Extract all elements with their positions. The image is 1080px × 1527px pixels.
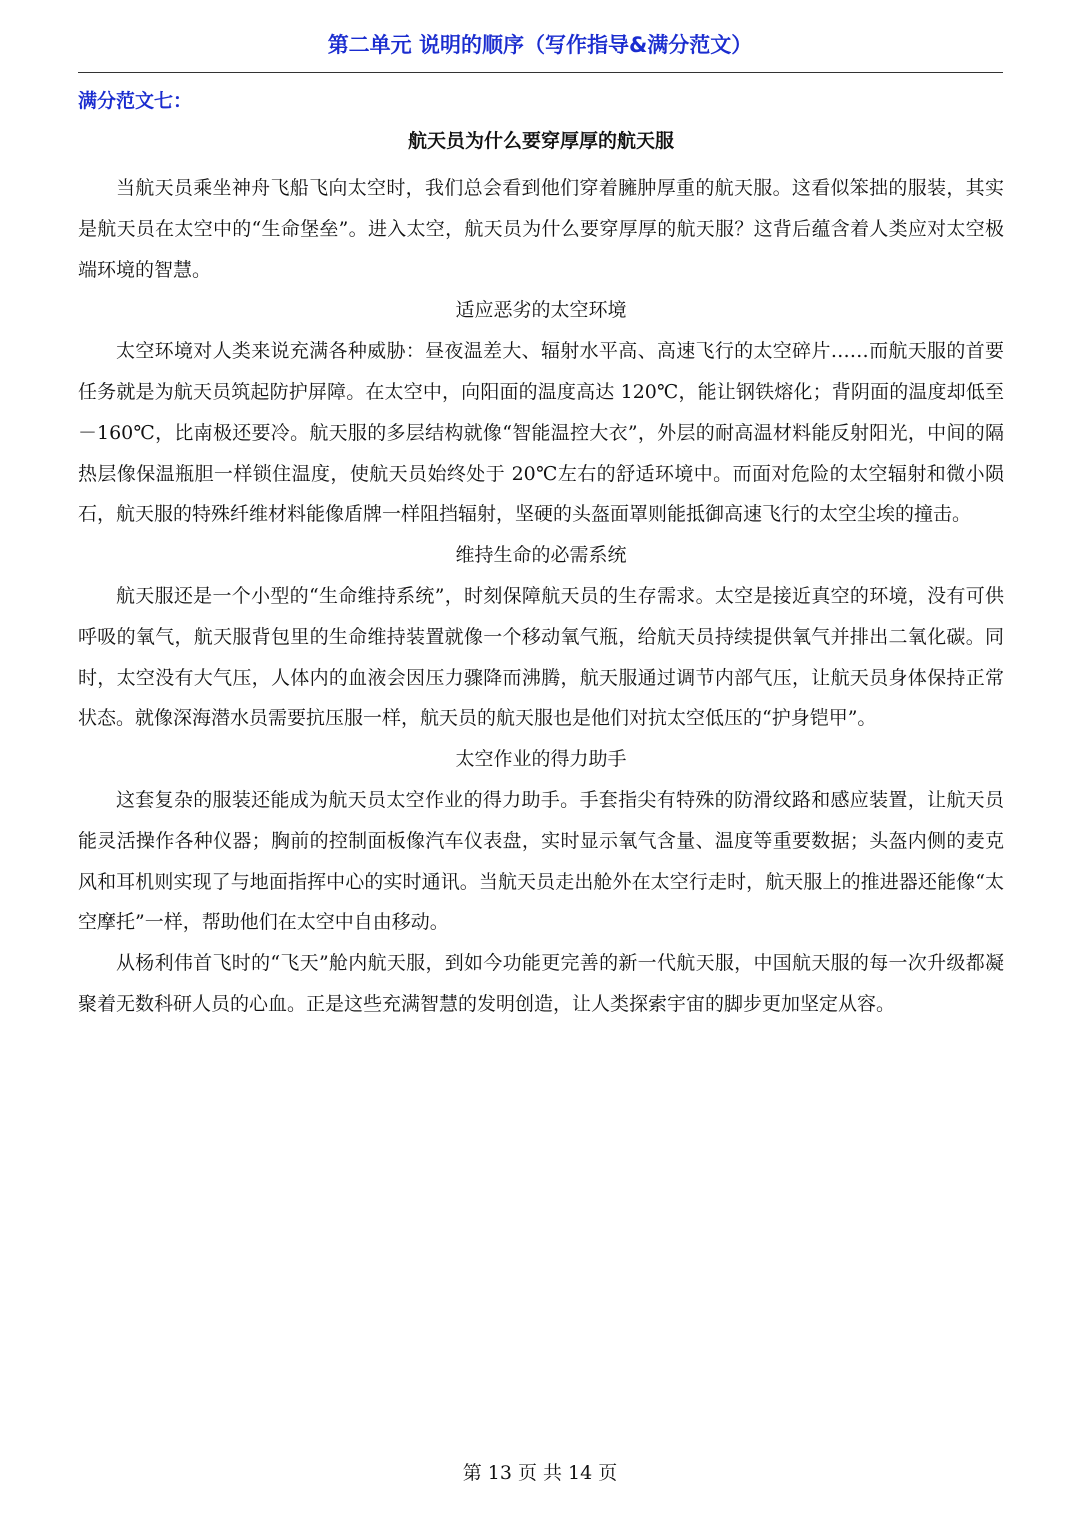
essay-title: 航天员为什么要穿厚厚的航天服 bbox=[407, 130, 674, 152]
section-heading-life-support: 维持生命的必需系统 bbox=[455, 544, 627, 567]
section-label: 满分范文七： bbox=[78, 90, 193, 112]
section-paragraph-work-assistant: 这套复杂的服装还能成为航天员太空作业的得力助手。手套指尖有特殊的防滑纹路和感应装置，让航天员能灵活操作各种仪器；胸前的控制面板像汽车仪表盘，实时显示氧气含量、温度等重要数据；头盔内侧的麦克风和耳机则实现了与地面指挥中心的实时通讯。当航天员走出舱外在太空行走时，航天服上的推进器还能像“太空摩托”一样，帮助他们在太空中自由移动。 bbox=[78, 788, 1004, 934]
section-paragraph-environment: 太空环境对人类来说充满各种威胁：昼夜温差大、辐射水平高、高速飞行的太空碎片……而航天服的首要任务就是为航天员筑起防护屏障。在太空中，向阳面的温度高达 120℃，能让钢铁熔化；背阴面的温度却低至－160℃，比南极还要冷。航天服的多层结构就像“智能温控大衣”，外层的耐高温材料能反射阳光，中间的隔热层像保温瓶胆一样锁住温度，使航天员始终处于 20℃左右的舒适环境中。而面对危险的太空辐射和微小陨石，航天服的特殊纤维材料能像盾牌一样阻挡辐射，坚硬的头盔面罩则能抵御高速飞行的太空尘埃的撞击。 bbox=[78, 340, 1004, 526]
header-divider bbox=[78, 72, 1003, 73]
page-header-title: 第二单元 说明的顺序（写作指导&满分范文） bbox=[327, 33, 753, 57]
section-heading-work-assistant: 太空作业的得力助手 bbox=[455, 748, 627, 771]
essay-body bbox=[78, 126, 1004, 1025]
page-number-footer: 第 13 页 共 14 页 bbox=[462, 1462, 618, 1484]
section-heading-environment: 适应恶劣的太空环境 bbox=[455, 299, 627, 322]
conclusion-paragraph: 从杨利伟首飞时的“飞天”舱内航天服，到如今功能更完善的新一代航天服，中国航天服的每一次升级都凝聚着无数科研人员的心血。正是这些充满智慧的发明创造，让人类探索宇宙的脚步更加坚定从容。 bbox=[78, 952, 1004, 1015]
intro-paragraph: 当航天员乘坐神舟飞船飞向太空时，我们总会看到他们穿着臃肿厚重的航天服。这看似笨拙的服装，其实是航天员在太空中的“生命堡垒”。进入太空，航天员为什么要穿厚厚的航天服？这背后蕴含着人类应对太空极端环境的智慧。 bbox=[78, 177, 1004, 281]
section-paragraph-life-support: 航天服还是一个小型的“生命维持系统”，时刻保障航天员的生存需求。太空是接近真空的环境，没有可供呼吸的氧气，航天服背包里的生命维持装置就像一个移动氧气瓶，给航天员持续提供氧气并排出二氧化碳。同时，太空没有大气压，人体内的血液会因压力骤降而沸腾，航天服通过调节内部气压，让航天员身体保持正常状态。就像深海潜水员需要抗压服一样，航天员的航天服也是他们对抗太空低压的“护身铠甲”。 bbox=[78, 584, 1004, 730]
